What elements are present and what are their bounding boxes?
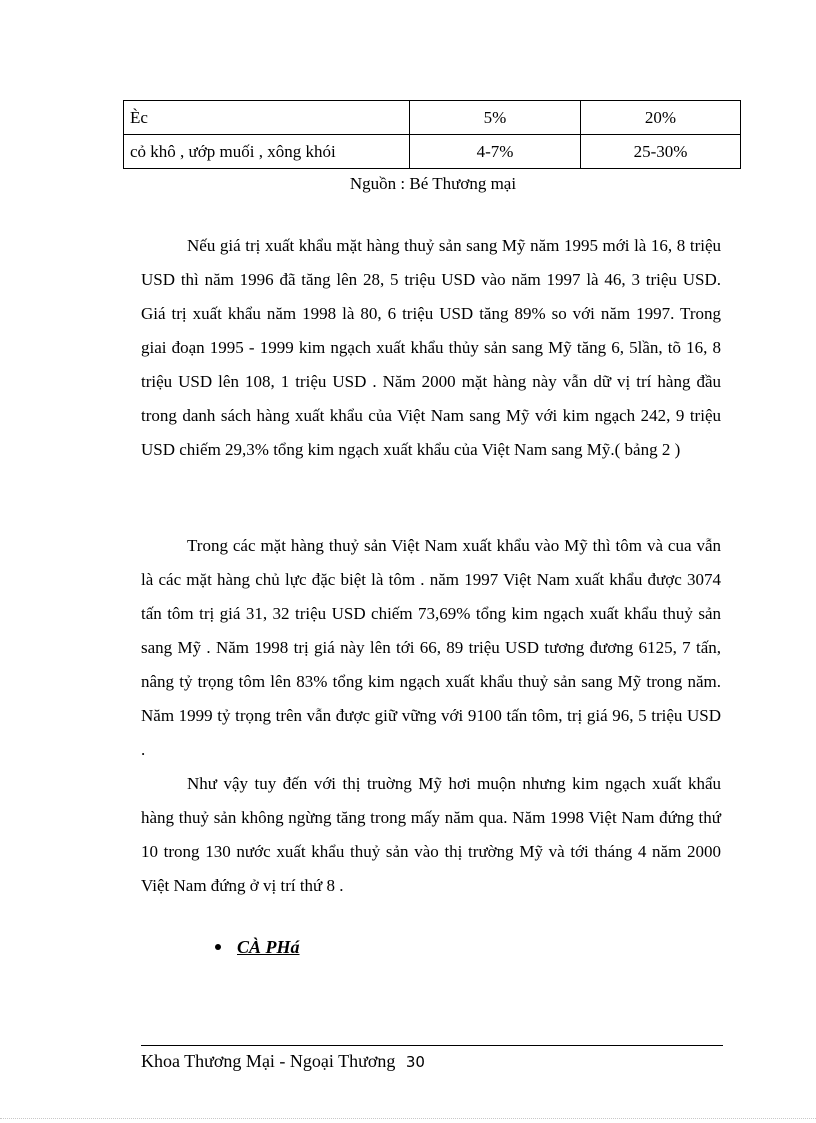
bullet-icon (215, 944, 221, 950)
table-cell-product: Èc (124, 101, 410, 135)
table-cell-product: cỏ khô , ướp muối , xông khói (124, 135, 410, 169)
table-source-caption: Nguồn : Bé Thương mại (349, 174, 517, 193)
body-paragraph: Trong các mặt hàng thuỷ sản Việt Nam xuất khẩu vào Mỹ thì tôm và cua vẫn là các mặt hàng chủ lực đặc biệt là tôm . năm 1997 Việt Nam xuất khẩu được 3074 tấn tôm trị giá 31, 32 triệu USD chiếm 73,69% tổng kim ngạch xuất khẩu thuỷ sản sang Mỹ . Năm 1998 trị giá này lên tới 66, 89 triệu USD tương đương 6125, 7 tấn, nâng tỷ trọng tôm lên 83% tổng kim ngạch xuất khẩu thuỷ sản sang Mỹ trong năm. Năm 1999 tỷ trọng trên vẫn được giữ vững với 9100 tấn tôm, trị giá 96, 5 triệu USD . (141, 536, 721, 759)
page-number: 30 (405, 1053, 425, 1071)
table-cell-rate-1: 4-7% (410, 135, 581, 169)
page-footer (141, 1049, 425, 1074)
table-cell-rate-2: 20% (581, 101, 741, 135)
table-row (124, 101, 741, 135)
table-row (124, 135, 741, 169)
table-cell-rate-1: 5% (410, 101, 581, 135)
page-edge-divider (0, 1118, 816, 1119)
body-paragraph: Nếu giá trị xuất khẩu mặt hàng thuỷ sản sang Mỹ năm 1995 mới là 16, 8 triệu USD thì năm 1996 đã tăng lên 28, 5 triệu USD vào năm 1997 là 46, 3 triệu USD. Giá trị xuất khẩu năm 1998 là 80, 6 triệu USD tăng 89% so với năm 1997. Trong giai đoạn 1995 - 1999 kim ngạch xuất khẩu thủy sản sang Mỹ tăng 6, 5lần, tõ 16, 8 triệu USD lên 108, 1 triệu USD . Năm 2000 mặt hàng này vẫn dữ vị trí hàng đầu trong danh sách hàng xuất khẩu của Việt Nam sang Mỹ với kim ngạch 242, 9 triệu USD chiếm 29,3% tổng kim ngạch xuất khẩu của Việt Nam sang Mỹ.( bảng 2 ) (141, 236, 721, 459)
footer-text: Khoa Thương Mại - Ngoại Thương (141, 1051, 396, 1071)
tariff-table (123, 100, 741, 169)
footer-divider (141, 1045, 723, 1046)
section-heading (215, 936, 300, 958)
section-heading-text: CÀ PHá (237, 937, 300, 957)
table-cell-rate-2: 25-30% (581, 135, 741, 169)
body-paragraph: Như vậy tuy đến với thị truờng Mỹ hơi muộn nhưng kim ngạch xuất khẩu hàng thuỷ sản không ngừng tăng trong mấy năm qua. Năm 1998 Việt Nam đứng thứ 10 trong 130 nước xuất khẩu thuỷ sản vào thị trường Mỹ và tới tháng 4 năm 2000 Việt Nam đứng ở vị trí thứ 8 . (141, 774, 721, 895)
